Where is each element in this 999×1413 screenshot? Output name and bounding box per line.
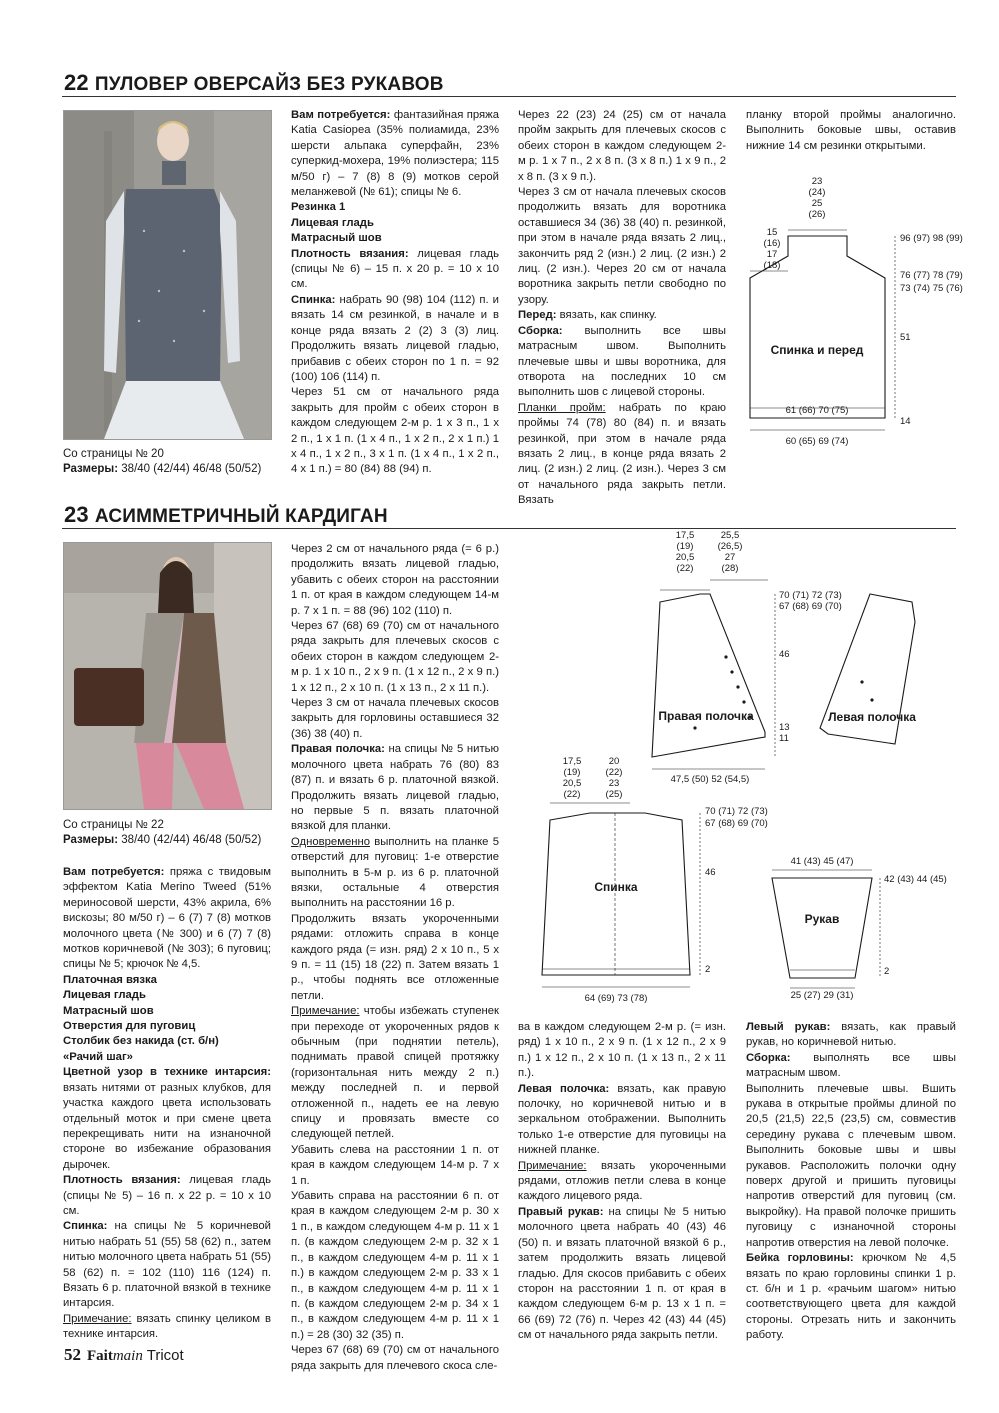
model-photo-pullover [63, 110, 272, 440]
text-column-23-2 [291, 542, 499, 1374]
paragraph: Лицевая гладь [291, 216, 374, 229]
dim-label: (22) [563, 789, 581, 800]
dim-label: 41 (43) 45 (47) [790, 856, 854, 867]
caption-sizes: Размеры: 38/40 (42/44) 46/48 (50/52) [63, 463, 262, 475]
schema-title: Спинка [594, 880, 638, 894]
dim-label: 46 [779, 649, 790, 660]
schema-title: Рукав [804, 912, 840, 926]
paragraph: Резинка 1 [291, 201, 346, 214]
brand-name: Fait [87, 1348, 113, 1364]
dim-label: 20,5 [562, 778, 582, 789]
dim-label: 64 (69) 73 (78) [584, 993, 648, 1004]
dim-label: 23 [811, 176, 823, 187]
dim-label: 96 (97) 98 (99) [900, 233, 963, 244]
section-heading: ПУЛОВЕР ОВЕРСАЙЗ БЕЗ РУКАВОВ [94, 74, 444, 95]
paragraph: Бейка горловины: крючком № 4,5 вязать по краю горловины спинки 1 р. ст. б/н и 1 р. «рачьим шагом» нитью соответствующего цвета для каждой стороны. Отрезать нить и закончить работу. [746, 1252, 956, 1342]
paragraph: Примечание: вязать укороченными рядами, отложив петли слева в конце каждого лицевого ряда. [518, 1159, 726, 1203]
text-column-22-1 [291, 108, 499, 478]
dim-label: 42 (43) 44 (45) [884, 874, 947, 885]
dim-label: (28) [721, 563, 739, 574]
paragraph: Спинка: на спицы № 5 коричневой нитью набрать 51 (55) 58 (62) п., затем нитью молочного цвета набрать 51 (55) 58 (62) п. = 102 (110) 116 (124) п. Вязать 6 р. платочной вязкой в технике интарсия. [63, 1220, 271, 1310]
dim-label: 25 (27) 29 (31) [790, 990, 854, 1001]
paragraph: Левый рукав: вязать, как правый рукав, но коричневой нитью. [746, 1021, 956, 1049]
dim-label: 73 (74) 75 (76) [900, 283, 963, 294]
dim-label: 51 [900, 332, 911, 343]
paragraph: Отверстия для пуговиц [63, 1020, 196, 1033]
schema-back-23 [530, 755, 768, 1008]
text-column-23-3 [518, 1020, 726, 1344]
dim-label: (19) [676, 541, 694, 552]
dim-label: 27 [724, 552, 736, 563]
section-22-title [64, 70, 444, 96]
paragraph: Спинка: набрать 90 (98) 104 (112) п. и вязать 14 см резинкой, в начале и в конце ряда вязать 2 (2) 3 (3) лиц. Продолжить вязать лицевой гладью, прибавив с обеих сторон по 1 п. = 92 (100) 106 (114) п. [291, 293, 499, 383]
paragraph: Убавить слева на расстоянии 1 п. от края в каждом следующем 14-м р. 7 х 1 п. [291, 1143, 499, 1187]
dim-label: (26) [808, 209, 826, 220]
dim-label: 13 [779, 722, 790, 733]
section-number: 22 [64, 70, 89, 95]
paragraph: Через 3 см от начала плечевых скосов продолжить вязать для воротника оставшиеся 34 (36) 38 (40) п. резинкой, при этом в начале ряда вязать 2 лиц., закончить ряд 2 (изн.) 2 лиц. (2 изн.) 2 лиц. (2 изн.). Через 20 см от начала воротника закрыть петли свободно по узору. [518, 186, 726, 306]
schema-sleeve-23 [760, 850, 960, 1010]
paragraph: Через 22 (23) 24 (25) см от начала пройм закрыть для плечевых скосов с обеих сторон в каждом следующем 2-м р. 1 х 7 п., 2 х 8 п. (3 х 8 п.) 1 х 9 п., 2 х 8 п. (3 х 9 п.). [518, 109, 726, 183]
paragraph: ва в каждом следующем 2-м р. (= изн. ряд) 1 х 10 п., 2 х 9 п. (1 х 12 п., 2 х 9 п.) 1 х 12 п., 2 х 10 п. (1 х 13 п., 2 х 11 п.). [518, 1021, 726, 1080]
dim-label: 17,5 [562, 756, 582, 767]
paragraph: Через 2 см от начального ряда (= 6 р.) продолжить вязать лицевой гладью, убавить с обеих сторон на расстоянии 1 п. от края в каждом следующем 14-м р. 7 х 1 п. = 88 (96) 102 (110) п. [291, 543, 499, 617]
dim-label: 11 [779, 733, 789, 744]
paragraph: Матрасный шов [291, 232, 382, 245]
dim-label: (22) [676, 563, 694, 574]
schema-title: Спинка и перед [770, 343, 864, 357]
paragraph: Сборка: выполнять все швы матрасным швом. [746, 1051, 956, 1080]
dim-label: 17 [766, 249, 778, 260]
dim-label: (22) [605, 767, 623, 778]
dim-label: 61 (66) 70 (75) [785, 405, 849, 416]
dim-label: (25) [605, 789, 623, 800]
paragraph: Продолжить вязать укороченными рядами: отложить справа в конце каждого ряда (= изн. ряд) 2 х 10 п., 5 х 9 п. = 11 (15) 18 (22) п. Затем вязать 1 р., чтобы поднять все отложенные петли. [291, 912, 499, 1002]
paragraph: Через 67 (68) 69 (70) см от начального ряда закрыть для плечевых скосов с обеих сторон в каждом следующем 2-м р. 1 х 10 п., 2 х 9 п. (1 х 12 п., 2 х 9 п.) 1 х 12 п., 2 х 10 п. (1 х 13 п., 2 х 11 п.). [291, 620, 499, 694]
section-rule [62, 96, 956, 97]
dim-label: 23 [608, 778, 620, 789]
dim-label: (16) [763, 238, 781, 249]
section-rule [62, 528, 956, 529]
page-footer [64, 1345, 184, 1365]
dim-label: 20,5 [675, 552, 695, 563]
caption-sizes: Размеры: 38/40 (42/44) 46/48 (50/52) [63, 834, 262, 846]
paragraph: Перед: вязать, как спинку. [518, 309, 657, 322]
paragraph: Вам потребуется: пряжа с твидовым эффектом Katia Merino Tweed (51% мериносовой шерсти, 43% акрила, 6% вискозы; 80 м/50 г) – 6 (7) 7 (8) мотков молочного цвета (№ 300) и 6 (7) 7 (8) мотков коричневой (№ 303); 6 пуговиц; спицы № 5; крючок № 4,5. [63, 866, 271, 971]
dim-label: 25,5 [720, 530, 740, 541]
paragraph: Правый рукав: на спицы № 5 нитью молочного цвета набрать 40 (43) 46 (50) п. и вязать платочной вязкой 6 р., затем продолжить вязать лицевой гладью. Для скосов прибавить с обеих сторон на расстоянии 1 п. от края в каждом следующем 6-м р. 13 х 1 п. = 66 (69) 72 (76) п. Через 42 (43) 44 (45) см от начального ряда закрыть петли. [518, 1205, 726, 1342]
section-number: 23 [64, 502, 89, 527]
dim-label: 70 (71) 72 (73) [779, 590, 842, 601]
caption-source: Со страницы № 22 [63, 819, 164, 831]
dim-label: 47,5 (50) 52 (54,5) [670, 774, 750, 785]
paragraph: Левая полочка: вязать, как правую полочку, но коричневой нитью и в зеркальном отображении. Выполнить только 1-е отверстие для пуговицы на нижней планке. [518, 1082, 726, 1157]
schema-fronts-23 [640, 532, 960, 790]
paragraph: Матрасный шов [63, 1004, 154, 1017]
text-column-22-3 [746, 108, 956, 154]
caption-23 [63, 818, 283, 848]
schema-back-front-22 [740, 168, 963, 480]
paragraph: Примечание: чтобы избежать ступенек при переходе от укороченных рядов к обычным (при поднятии петель), поднимать правой спицей протяжку (горизонтальная нить между 2 п.) между последней п. и первой отложенной п., надеть ее на левую спицу и провязать вместе со следующей петлей. [291, 1005, 499, 1141]
paragraph: Через 51 см от начального ряда закрыть для пройм с обеих сторон в каждом следующем 2-м р. 1 х 3 п., 1 х 2 п., 1 х 1 п. (1 х 4 п., 1 х 2 п., 2 х 1 п.) 1 х 4 п., 1 х 2 п., 3 х 1 п. (1 х 4 п., 1 х 2 п., 4 х 1 п.) = 80 (84) 88 (94) п. [291, 386, 499, 476]
section-23-title [64, 502, 388, 528]
model-photo-cardigan [63, 542, 272, 810]
dim-label: 14 [900, 416, 911, 427]
dim-label: 76 (77) 78 (79) [900, 270, 963, 281]
paragraph: Вам потребуется: фантазийная пряжа Katia Casiopea (35% полиамида, 23% шерсти альпака суперфайн, 23% суперкид-мохера, 19% полиэстера; 115 м/50 г) – 7 (8) 8 (9) мотков серой меланжевой (№ 61); спицы № 6. [291, 109, 499, 199]
caption-source: Со страницы № 20 [63, 448, 164, 460]
paragraph: Через 3 см от начала плечевых скосов закрыть для горловины оставшиеся 32 (36) 38 (40) п. [291, 697, 499, 740]
brand-suffix: Tricot [142, 1347, 184, 1364]
paragraph: планку второй проймы аналогично. Выполнить боковые швы, оставив нижние 14 см резинки открытыми. [746, 109, 956, 152]
dim-label: 46 [705, 867, 716, 878]
dim-label: (19) [563, 767, 581, 778]
paragraph: Плотность вязания: лицевая гладь (спицы № 6) – 15 п. х 20 р. = 10 х 10 см. [291, 247, 500, 291]
paragraph: Платочная вязка [63, 973, 157, 986]
brand-name-script: main [112, 1348, 143, 1364]
paragraph: Выполнить плечевые швы. Вшить рукава в открытые проймы длиной по 20,5 (21,5) 22,5 (23,5) см, совместив середину рукава с плечевым швом. Выполнить боковые швы и швы рукавов. Расположить полочки одну поверх другой и пришить пуговицы напротив отверстий для пуговиц (см. выкройку). На правой полочке пришить пуговицу с изнаночной стороны напротив отверстия на левой полочке. [746, 1082, 956, 1249]
dim-label: 67 (68) 69 (70) [779, 601, 842, 612]
dim-label: 60 (65) 69 (74) [785, 436, 849, 447]
dim-label: (18) [763, 260, 781, 271]
page-number: 52 [64, 1345, 81, 1364]
dim-label: 17,5 [675, 530, 695, 541]
paragraph: Сборка: выполнить все швы матрасным швом. Выполнить плечевые швы и швы воротника, для отворота на последних 10 см выполнить шов с лицевой стороны. [518, 324, 726, 399]
paragraph: Через 67 (68) 69 (70) см от начального ряда закрыть для плечевого скоса сле- [291, 1344, 499, 1372]
paragraph: Правая полочка: на спицы № 5 нитью молочного цвета набрать 76 (80) 83 (87) п. и вязать 6 р. платочной вязкой. Продолжить вязать лицевой гладью, но первые 5 п. вязать платочной вязкой для планки. [291, 743, 499, 833]
dim-label: (26,5) [717, 541, 743, 552]
schema-title: Правая полочка [658, 709, 754, 723]
section-heading: АСИММЕТРИЧНЫЙ КАРДИГАН [94, 506, 388, 527]
dim-label: 25 [811, 198, 823, 209]
dim-label: 67 (68) 69 (70) [705, 818, 768, 829]
paragraph: Столбик без накида (ст. б/н) [63, 1035, 219, 1048]
dim-label: 2 [884, 966, 890, 977]
text-column-23-1 [63, 865, 271, 1343]
paragraph: Примечание: вязать спинку целиком в технике интарсия. [63, 1312, 271, 1341]
dim-label: 20 [608, 756, 620, 767]
caption-22 [63, 447, 283, 477]
paragraph: Убавить справа на расстоянии 6 п. от края в каждом следующем 2-м р. 30 х 1 п., в каждом следующем 4-м р. 11 х 1 п. (в каждом следующем 2-м р. 32 х 1 п., в каждом следующем 4-м р. 11 х 1 п.) в каждом следующем 2-м р. 33 х 1 п., в каждом следующем 4-м р. 11 х 1 п. (в каждом следующем 2-м р. 34 х 1 п., в каждом следующем 4-м р. 11 х 1 п.) = 28 (30) 32 (35) п. [291, 1190, 499, 1341]
text-column-22-2 [518, 108, 726, 509]
dim-label: 15 [766, 227, 778, 238]
paragraph: Одновременно выполнить на планке 5 отверстий для пуговиц: 1-е отверстие выполнить в 5-м р. из 6 р. платочной вязки, остальные 4 отверстия выполнить на расстоянии 16 р. [291, 835, 499, 910]
paragraph: Плотность вязания: лицевая гладь (спицы № 5) – 16 п. х 22 р. = 10 х 10 см. [63, 1174, 272, 1217]
paragraph: Цветной узор в технике интарсия: вязать нитями от разных клубков, для участка каждого цвета использовать отдельный моток и при смене цвета перекрещивать нити на изнаночной стороне во избежание образования дырочек. [63, 1066, 271, 1171]
schema-title: Левая полочка [828, 710, 916, 724]
text-column-23-4 [746, 1020, 956, 1344]
dim-label: 2 [705, 964, 711, 975]
paragraph: Лицевая гладь [63, 989, 146, 1002]
paragraph: «Рачий шаг» [63, 1050, 133, 1063]
paragraph: Планки пройм: набрать по краю проймы 74 (78) 80 (84) п. и вязать резинкой, при этом в начале ряда вязать 2 лиц., в конце ряда вязать 2 лиц. (2 изн.) 2 лиц. (2 изн.). Через 3 см от начального ряда закрыть петли. Вязать [518, 401, 726, 507]
dim-label: 70 (71) 72 (73) [705, 806, 768, 817]
dim-label: (24) [808, 187, 826, 198]
